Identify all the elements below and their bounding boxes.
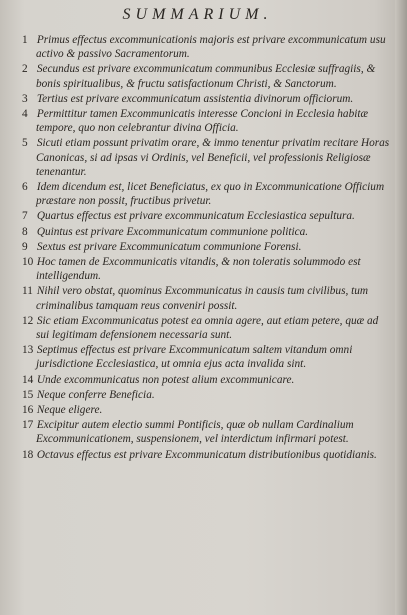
item-number: 9 — [22, 240, 28, 253]
item-number: 4 — [22, 108, 28, 121]
item-text: Quartus effectus est privare excommunicatum Ecclesiastica sepultura. — [36, 210, 355, 223]
list-item — [22, 373, 394, 387]
item-text: Secundus est privare excommunicatum communibus Ecclesiæ suffragiis, & bonis spiritualibus, & fructu satisfactionum Christi, & Sanctorum. — [36, 63, 376, 90]
item-text: Sicuti etiam possunt privatim orare, & immo tenentur privatim recitare Horas Canonicas, si ad ipsas vi Ordinis, vel Beneficii, vel professionis Religiosæ tenenantur. — [36, 137, 390, 178]
item-number: 13 — [22, 344, 34, 357]
item-text: Nihil vero obstat, quominus Excommunicatus in causis tum civilibus, tum criminalibus tamquam reus conveniri possit. — [36, 285, 369, 312]
item-number: 6 — [22, 181, 28, 194]
list-item — [22, 418, 394, 446]
item-number: 14 — [22, 373, 34, 386]
list-item — [22, 388, 394, 402]
item-number: 17 — [22, 419, 34, 432]
list-item — [22, 33, 394, 61]
list-item — [22, 403, 394, 417]
item-number: 10 — [22, 256, 34, 269]
item-number: 11 — [22, 285, 33, 298]
list-item — [22, 209, 394, 223]
item-text: Quintus est privare Excommunicatum communione politica. — [36, 225, 309, 238]
item-text: Sextus est privare Excommunicatum communione Forensi. — [36, 240, 302, 253]
list-item — [22, 62, 394, 90]
list-item — [22, 240, 394, 254]
list-item — [22, 284, 394, 312]
item-number: 1 — [22, 34, 28, 46]
item-text: Neque eligere. — [36, 404, 103, 417]
item-text: Unde excommunicatus non potest alium excommunicare. — [36, 373, 295, 386]
item-text: Septimus effectus est privare Excommunicatum saltem vitandum omni jurisdictione Ecclesiastica, ut omnia ejus acta invalida sint. — [36, 344, 353, 371]
item-number: 8 — [22, 225, 28, 238]
item-text: Hoc tamen de Excommunicatis vitandis, & non toleratis solummodo est intelligendum. — [36, 256, 361, 283]
item-text: Sic etiam Excommunicatus potest ea omnia agere, aut etiam petere, quæ ad sui legitimam defensionem necessaria sunt. — [36, 314, 379, 342]
item-number: 12 — [22, 314, 34, 327]
list-item — [22, 107, 394, 135]
list-item — [22, 314, 394, 342]
item-number: 15 — [22, 388, 34, 401]
page-title: SUMMARIUM. — [122, 6, 273, 23]
item-number: 5 — [22, 137, 28, 150]
item-text: Primus effectus excommunicationis majoris est privare excommunicatum usu activo & passivo Sacramentorum. — [36, 34, 386, 61]
item-text: Neque conferre Beneficia. — [36, 388, 155, 401]
item-number: 3 — [22, 92, 28, 105]
page-edge — [395, 0, 407, 615]
list-item — [22, 343, 394, 371]
item-number: 16 — [22, 404, 34, 417]
item-text: Octavus effectus est privare Excommunicatum distributionibus quotidianis. — [36, 448, 377, 461]
item-number: 18 — [22, 448, 34, 461]
item-number: 7 — [22, 210, 28, 223]
list-item — [22, 136, 394, 179]
item-text: Permittitur tamen Excommunicatis interesse Concioni in Ecclesia habitæ tempore, quo non celebrantur divina Officia. — [36, 108, 369, 135]
list-item — [22, 180, 394, 208]
item-text: Excipitur autem electio summi Pontificis, quæ ob nullam Cardinalium Excommunicationem, suspensionem, vel interdictum infirmari potest. — [36, 419, 354, 446]
item-text: Idem dicendum est, licet Beneficiatus, ex quo in Excommunicatione Officium præstare non possit, fructibus privetur. — [36, 181, 385, 208]
list-item — [22, 448, 394, 462]
list-item — [22, 92, 394, 106]
summary-list — [22, 33, 394, 462]
list-item — [22, 255, 394, 283]
list-item — [22, 225, 394, 239]
item-text: Tertius est privare excommunicatum assistentia divinorum officiorum. — [36, 92, 354, 105]
item-number: 2 — [22, 63, 28, 76]
